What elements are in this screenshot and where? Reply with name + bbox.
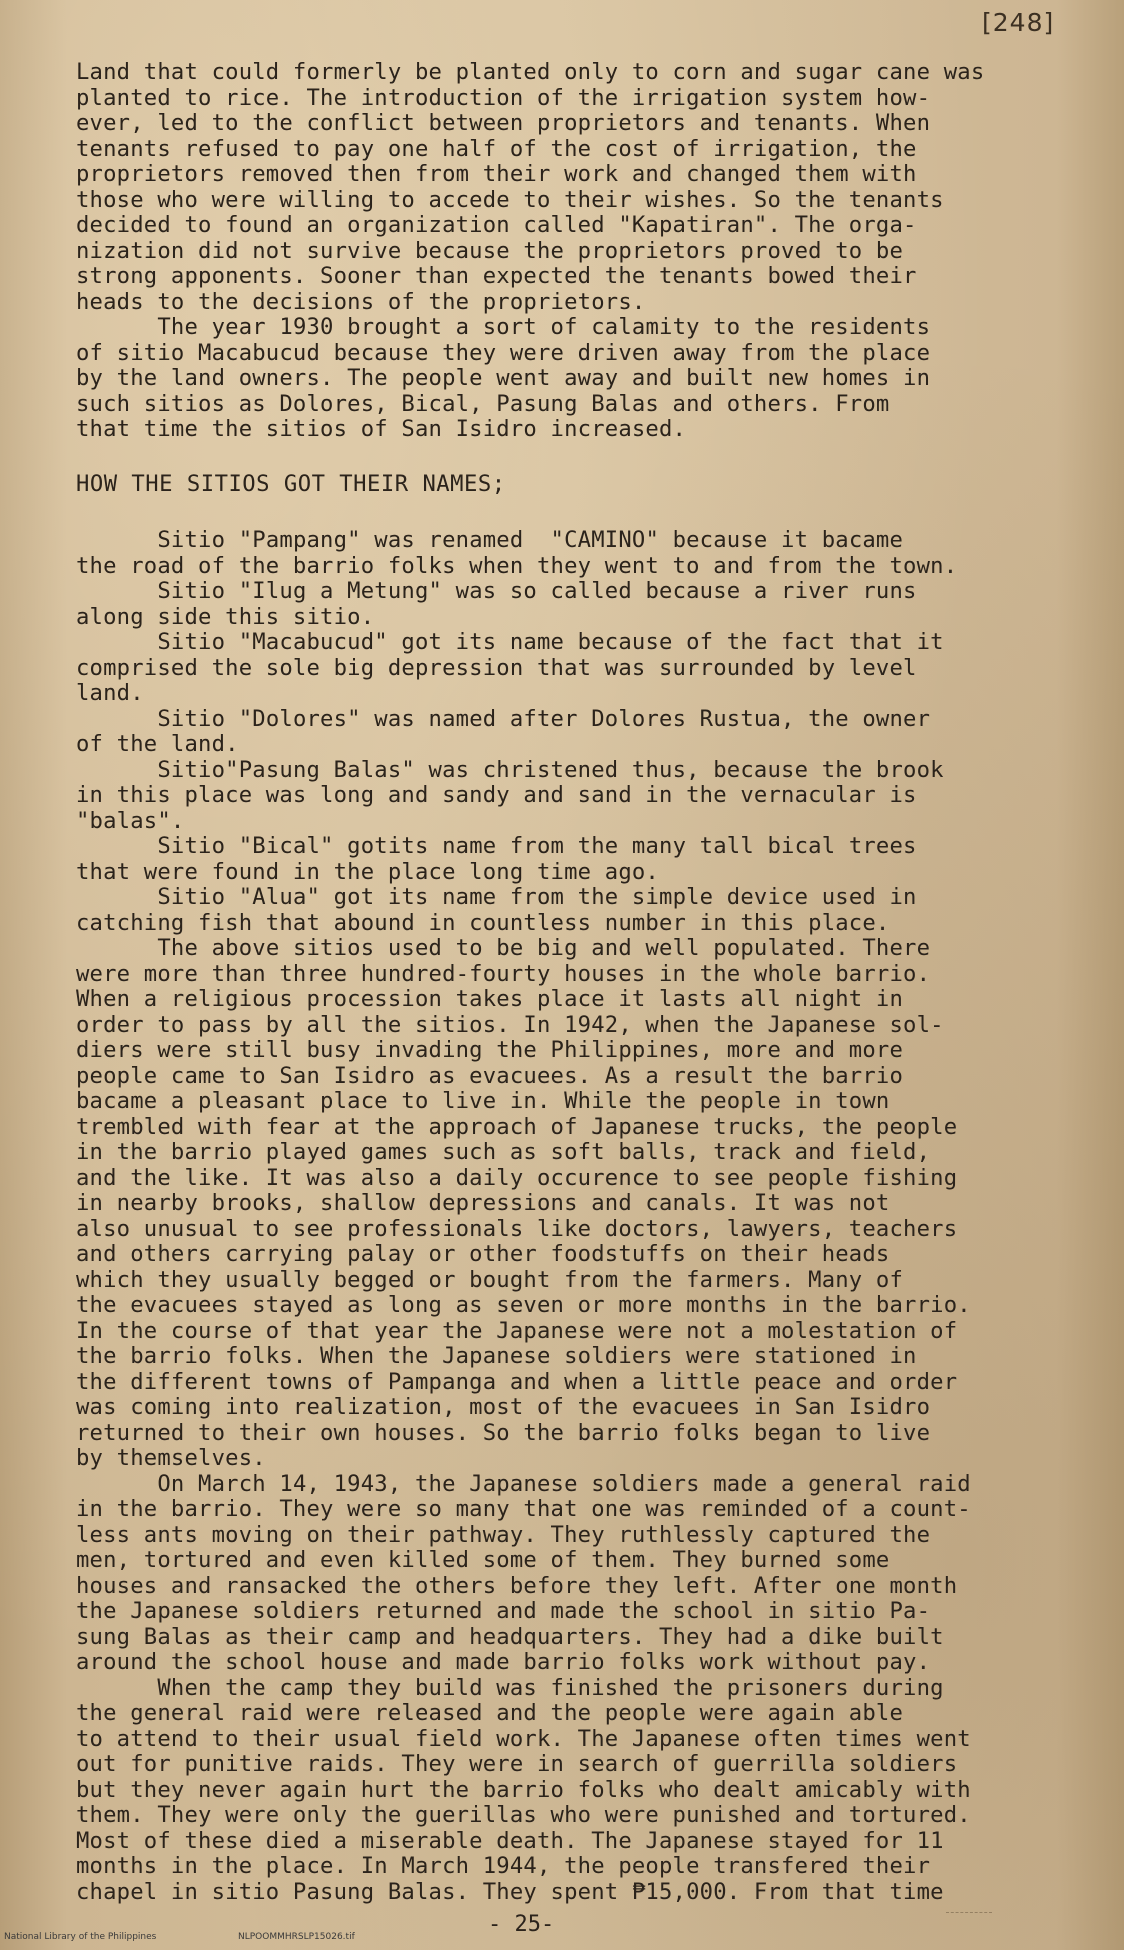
- paragraph-sitio-macabucud: Sitio "Macabucud" got its name because of the fact that it comprised the sole big depression that was surrounded by level land.: [76, 629, 944, 706]
- section-heading: HOW THE SITIOS GOT THEIR NAMES;: [76, 470, 506, 497]
- paragraph-1930-calamity: The year 1930 brought a sort of calamity to the residents of sitio Macabucud because they were driven away from the place by the land owners. The people went away and built new homes in such sitios as Dolores, Bical, Pasung Balas and others. From that time the sitios of San Isidro increased.: [76, 314, 931, 442]
- paragraph-sitio-alua: Sitio "Alua" got its name from the simple device used in catching fish that abound in countless number in this place.: [76, 884, 917, 936]
- paragraph-irrigation-conflict: Land that could formerly be planted only to corn and sugar cane was planted to rice. The introduction of the irrigation system how- ever, led to the conflict between proprietors and tenants. When tenants refused to pay one half of the cost of irrigation, the proprietors removed then from their work and changed them with those who were willing to accede to their wishes. So the tenants decided to found an organization called "Kapatiran". The orga- nization did not survive because the proprietors proved to be strong apponents. Sooner than expected the tenants bowed their heads to the decisions of the proprietors.: [76, 59, 985, 315]
- page-number: - 25-: [488, 1912, 555, 1937]
- paragraph-sitio-pasung-balas: Sitio"Pasung Balas" was christened thus, because the brook in this place was long and sandy and sand in the vernacular is "balas".: [76, 756, 944, 834]
- paragraph-evacuees-1942: The above sitios used to be big and well populated. There were more than three hundred-fourty houses in the whole barrio. When a religious procession takes place it lasts all night in order to pass by all the sitios. In 1942, when the Japanese sol- diers were still busy invading the Philippines, more and more people came to San Isidro as evacuees. As a result the barrio bacame a pleasant place to live in. While the people in town trembled with fear at the approach of Japanese trucks, the people in the barrio played games such as soft balls, track and field, and the like. It was also a daily occurence to see people fishing in nearby brooks, shallow depressions and canals. It was not also unusual to see professionals like doctors, lawyers, teachers and others carrying palay or other foodstuffs on their heads which they usually begged or bought from the farmers. Many of the evacuees stayed as long as seven or more months in the barrio. In the course of that year the Japanese were not a molestation of the barrio folks. When the Japanese soldiers were stationed in the different towns of Pampanga and when a little peace and order was coming into realization, most of the evacuees in San Isidro returned to their own houses. So the barrio folks began to live by themselves.: [76, 935, 971, 1471]
- paragraph-sitio-bical: Sitio "Bical" gotits name from the many tall bical trees that were found in the place long time ago.: [76, 833, 917, 885]
- footer-file-name: NLPOOMMHRSLP15026.tif: [238, 1932, 355, 1942]
- paragraph-camp-1944: When the camp they build was finished the prisoners during the general raid were released and the people were again able to attend to their usual field work. The Japanese often times went out for punitive raids. They were in search of guerrilla soldiers but they never again hurt the barrio folks who dealt amicably with them. They were only the guerillas who were punished and tortured. Most of these died a miserable death. The Japanese stayed for 11 months in the place. In March 1944, the people transfered their chapel in sitio Pasung Balas. They spent ₱15,000. From that time: [76, 1674, 971, 1905]
- paragraph-sitio-pampang: Sitio "Pampang" was renamed "CAMINO" because it bacame the road of the barrio folks when they went to and from the town.: [76, 527, 958, 579]
- paragraph-sitio-ilug-a-metung: Sitio "Ilug a Metung" was so called because a river runs along side this sitio.: [76, 578, 917, 630]
- footer-source-label: National Library of the Philippines: [4, 1932, 157, 1942]
- pencil-mark: [946, 1912, 992, 1916]
- archive-page-number: [248]: [982, 8, 1055, 37]
- typed-text-body: [76, 60, 1086, 1905]
- paragraph-sitio-dolores: Sitio "Dolores" was named after Dolores Rustua, the owner of the land.: [76, 705, 931, 757]
- paragraph-general-raid-1943: On March 14, 1943, the Japanese soldiers made a general raid in the barrio. They were so many that one was reminded of a count- less ants moving on their pathway. They ruthlessly captured the men, tortured and even killed some of them. They burned some houses and ransacked the others before they left. After one month the Japanese soldiers returned and made the school in sitio Pa- sung Balas as their camp and headquarters. They had a dike built around the school house and made barrio folks work without pay.: [76, 1470, 971, 1675]
